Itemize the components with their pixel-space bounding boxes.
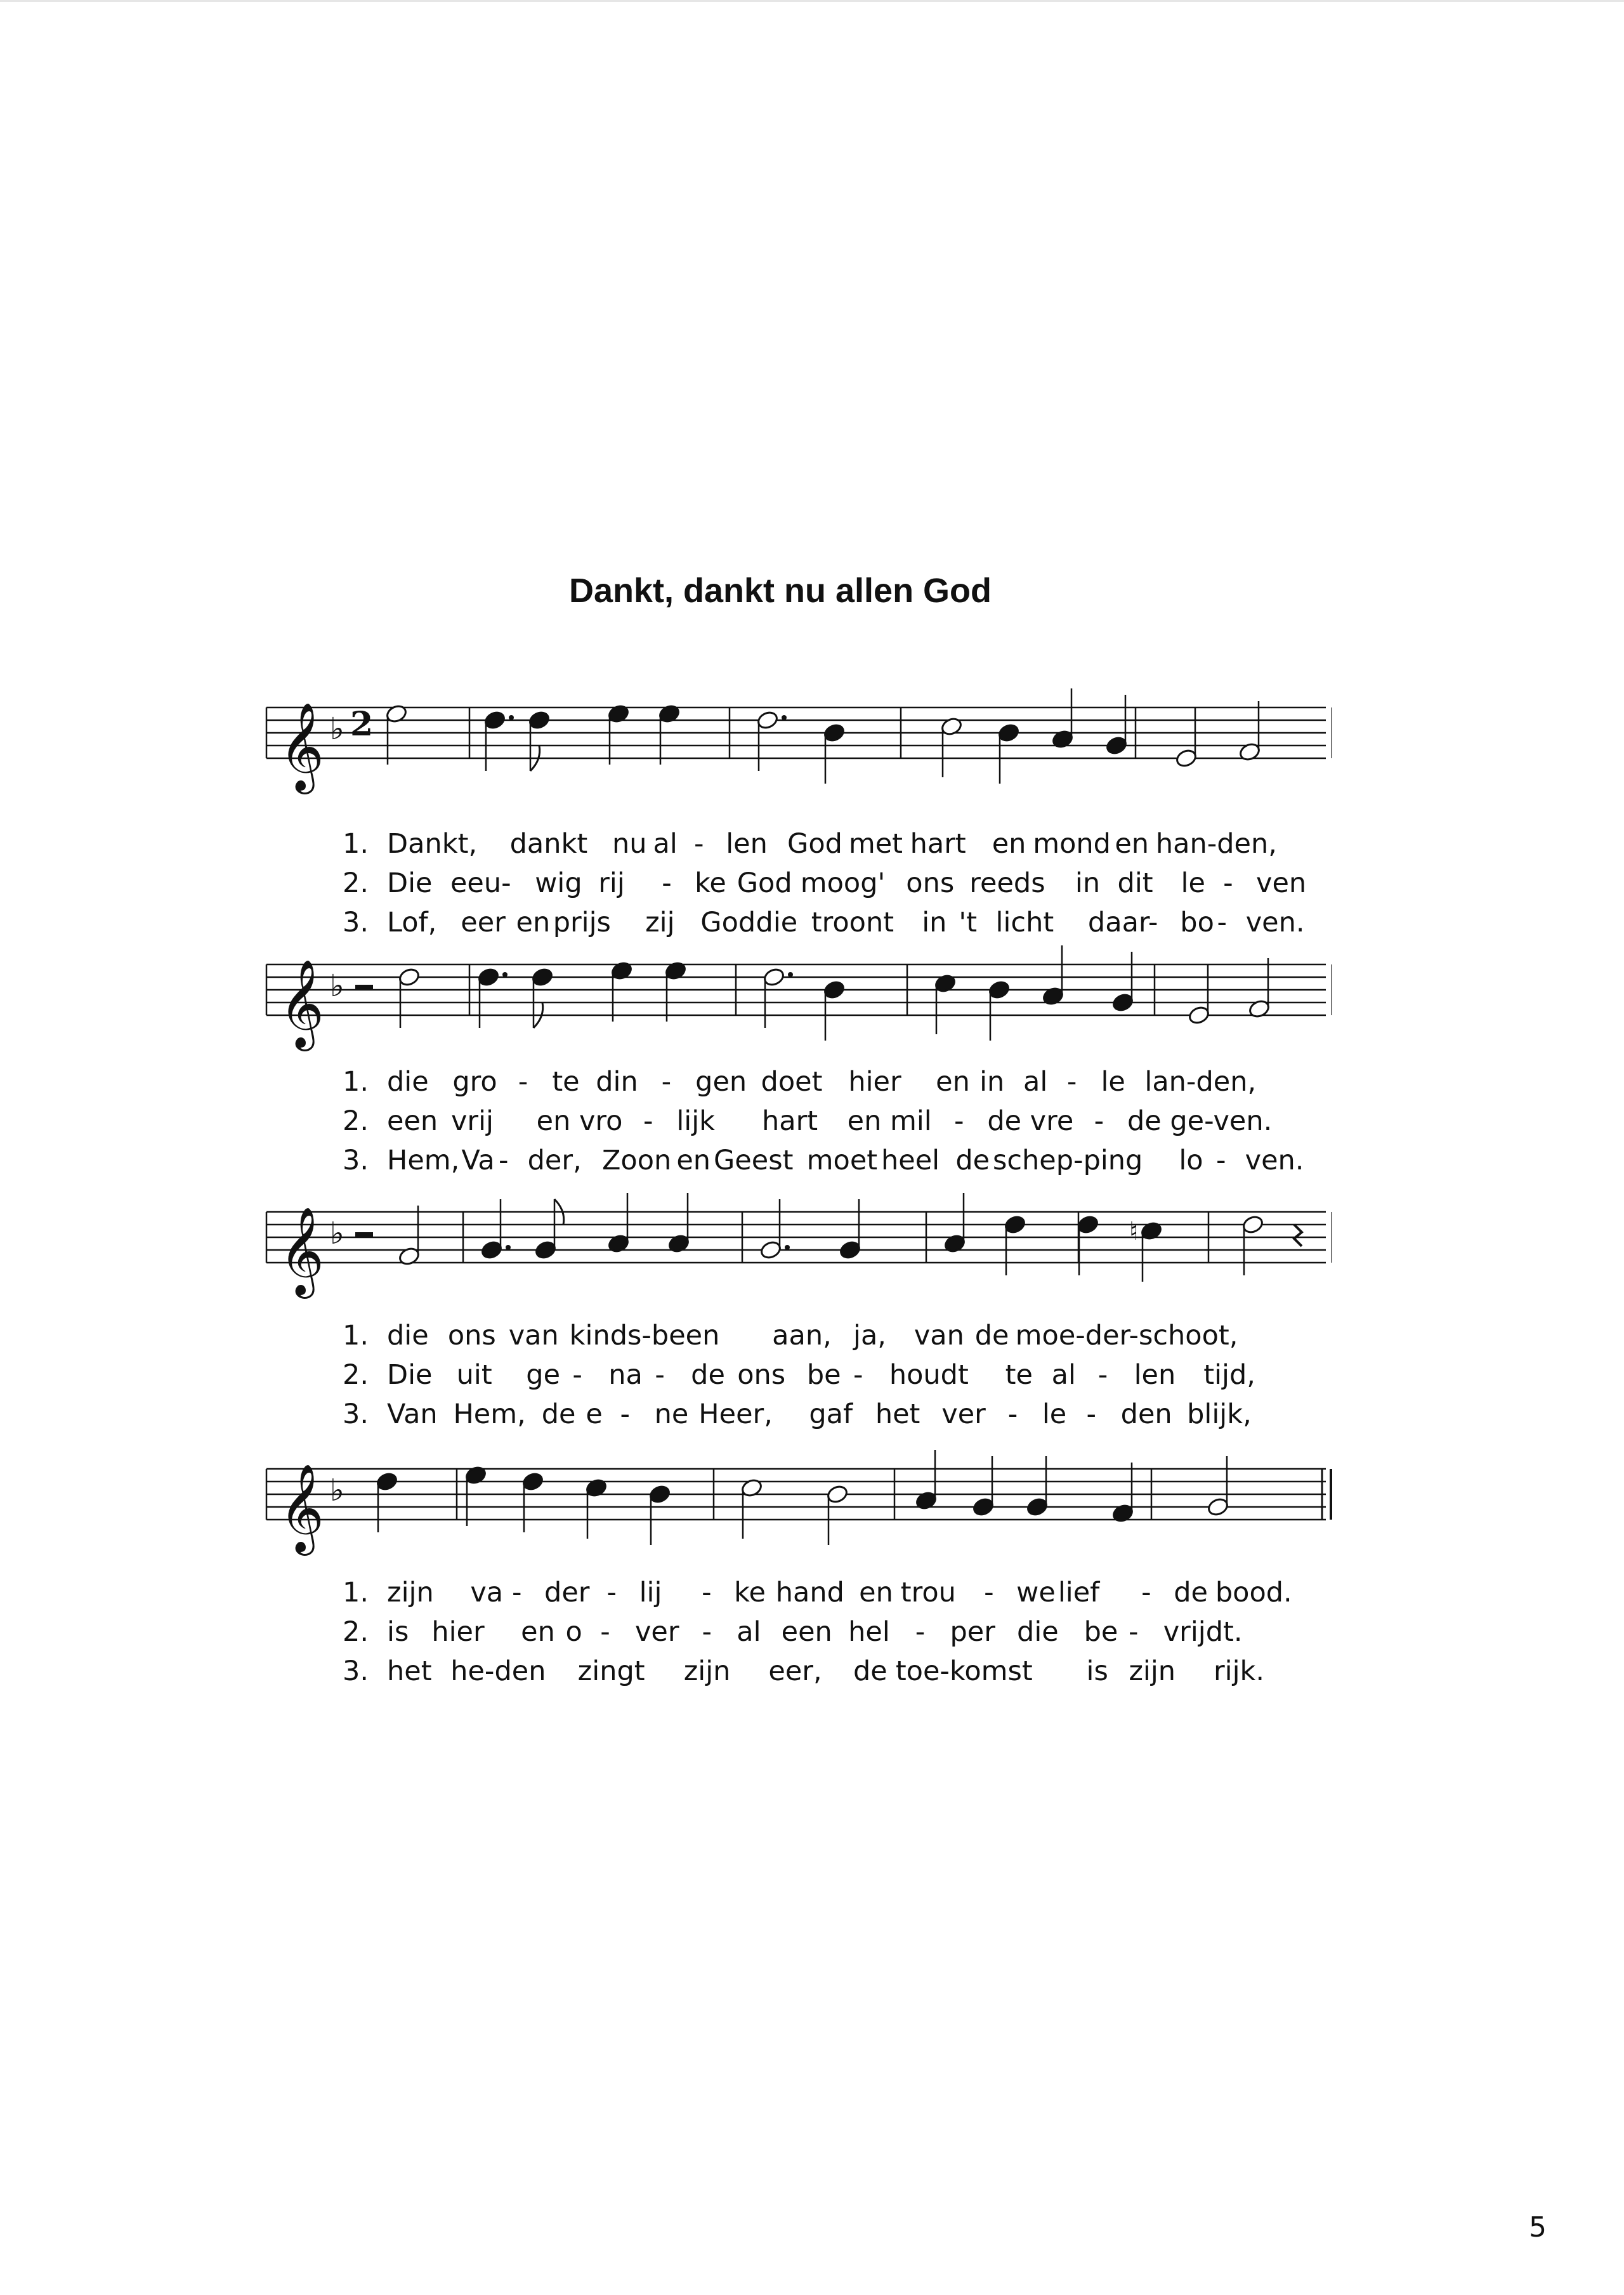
lyric-syllable: dit <box>1117 867 1153 899</box>
lyric-syllable: gen <box>695 1066 747 1098</box>
lyric-syllable: lan-den, <box>1144 1066 1257 1098</box>
lyric-syllable: en <box>936 1066 970 1098</box>
lyric-syllable: eer <box>461 907 506 938</box>
lyric-syllable: met <box>848 828 903 860</box>
verse-number: 3. <box>343 907 369 938</box>
lyric-syllable: tijd, <box>1203 1359 1255 1391</box>
note <box>398 967 421 1028</box>
lyric-syllable: de <box>541 1398 576 1430</box>
note <box>940 716 963 777</box>
lyric-syllable: God <box>700 907 756 938</box>
note <box>972 1456 995 1517</box>
lyric-syllable: ge-ven. <box>1170 1105 1273 1137</box>
lyric-syllable: - <box>1128 1616 1139 1648</box>
lyric-syllable: ons <box>906 867 955 899</box>
lyric-syllable: in <box>979 1066 1005 1098</box>
lyric-syllable: lo <box>1179 1145 1203 1176</box>
lyric-syllable: gro <box>452 1066 497 1098</box>
note-dot <box>788 972 793 977</box>
lyric-line <box>343 1359 1332 1397</box>
rest-icon <box>355 1232 373 1237</box>
note <box>943 1193 966 1254</box>
lyric-syllable: hart <box>761 1105 818 1137</box>
lyric-syllable: 't <box>959 907 978 938</box>
lyric-syllable: hier <box>848 1066 901 1098</box>
rest-icon <box>355 985 373 990</box>
note <box>1004 1214 1026 1275</box>
lyric-syllable: - <box>984 1577 994 1608</box>
lyric-syllable: de <box>987 1105 1022 1137</box>
note <box>610 961 633 1022</box>
lyric-line <box>343 1145 1332 1183</box>
lyric-syllable: - <box>694 828 704 860</box>
lyric-syllable: troont <box>811 907 894 938</box>
lyric-syllable: len <box>1134 1359 1176 1391</box>
note <box>756 710 787 771</box>
note <box>1140 1221 1163 1282</box>
lyric-line <box>343 1105 1332 1143</box>
song-title: Dankt, dankt nu allen God <box>568 572 992 610</box>
lyric-syllable: - <box>511 1577 522 1608</box>
lyric-syllable: e <box>586 1398 603 1430</box>
lyric-syllable: kinds-been <box>569 1320 720 1351</box>
note <box>607 1193 630 1254</box>
note <box>528 710 551 771</box>
music-staff <box>260 1450 1332 1586</box>
lyric-syllable: ver <box>941 1398 986 1430</box>
lyric-syllable: die <box>387 1066 429 1098</box>
lyric-syllable: - <box>572 1359 582 1391</box>
lyric-syllable: bo <box>1180 907 1214 938</box>
lyric-syllable: zijn <box>683 1655 731 1687</box>
lyric-syllable: - <box>499 1145 509 1176</box>
lyric-line <box>343 1655 1332 1693</box>
lyric-syllable: en <box>536 1105 571 1137</box>
note <box>648 1484 671 1545</box>
lyric-syllable: van <box>914 1320 964 1351</box>
treble-clef-icon: 𝄞 <box>279 1464 324 1552</box>
note <box>763 967 793 1028</box>
note <box>658 704 681 765</box>
lyric-syllable: vro <box>579 1105 623 1137</box>
note <box>1188 964 1210 1025</box>
verse-number: 1. <box>343 1577 369 1608</box>
note-dot <box>502 972 508 977</box>
lyric-syllable: Geest <box>713 1145 794 1176</box>
note-dot <box>509 715 514 720</box>
lyric-syllable: de <box>955 1145 990 1176</box>
note <box>1175 707 1198 768</box>
note <box>997 723 1020 784</box>
note <box>988 980 1011 1041</box>
lyric-syllable: schep-ping <box>993 1145 1143 1176</box>
lyric-syllable: per <box>950 1616 995 1648</box>
note <box>823 980 846 1041</box>
lyric-syllable: en <box>847 1105 882 1137</box>
verse-number: 2. <box>343 867 369 899</box>
lyric-syllable: ver <box>634 1616 679 1648</box>
verse-number: 1. <box>343 1066 369 1098</box>
lyric-syllable: - <box>1141 1577 1151 1608</box>
quarter-rest-icon <box>1294 1225 1302 1246</box>
verse-number: 3. <box>343 1655 369 1687</box>
lyric-syllable: ke <box>695 867 726 899</box>
verse-number: 1. <box>343 1320 369 1351</box>
lyric-syllable: en <box>1115 828 1149 860</box>
lyric-syllable: ge <box>526 1359 561 1391</box>
note <box>1042 945 1064 1006</box>
lyric-line <box>343 828 1332 866</box>
lyric-syllable: - <box>1097 1359 1108 1391</box>
lyric-syllable: lijk <box>676 1105 716 1137</box>
note <box>759 1199 790 1260</box>
lyric-syllable: Van <box>387 1398 438 1430</box>
note <box>531 967 554 1028</box>
lyric-syllable: Hem, <box>453 1398 526 1430</box>
lyric-syllable: vrijdt. <box>1163 1616 1243 1648</box>
flat-icon: ♭ <box>330 1216 344 1251</box>
lyric-syllable: - <box>662 867 672 899</box>
lyric-syllable: en <box>676 1145 711 1176</box>
page-number: 5 <box>1529 2211 1547 2244</box>
lyric-syllable: len <box>726 828 768 860</box>
lyric-syllable: rijk. <box>1213 1655 1265 1687</box>
lyric-syllable: is <box>387 1616 409 1648</box>
time-signature: 2 <box>350 705 374 744</box>
lyric-syllable: we <box>1016 1577 1056 1608</box>
lyric-syllable: in <box>1075 867 1101 899</box>
lyric-syllable: zijn <box>1129 1655 1176 1687</box>
note <box>1077 1214 1099 1275</box>
lyric-syllable: ke <box>734 1577 766 1608</box>
scan-edge <box>0 0 1624 2</box>
lyric-syllable: de <box>691 1359 725 1391</box>
lyric-syllable: God <box>737 867 792 899</box>
lyric-syllable: - <box>518 1066 528 1098</box>
lyric-syllable: - <box>1217 907 1227 938</box>
lyric-syllable: die <box>387 1320 429 1351</box>
lyric-syllable: ne <box>654 1398 689 1430</box>
lyric-syllable: na <box>608 1359 643 1391</box>
lyric-syllable: en <box>992 828 1026 860</box>
lyric-syllable: is <box>1086 1655 1108 1687</box>
lyric-syllable: een <box>781 1616 832 1648</box>
lyric-syllable: al <box>1051 1359 1076 1391</box>
lyric-syllable: lief <box>1058 1577 1100 1608</box>
lyric-syllable: he-den <box>450 1655 546 1687</box>
lyric-syllable: zijn <box>387 1577 434 1608</box>
lyric-syllable: hel <box>848 1616 890 1648</box>
note <box>464 1465 487 1526</box>
lyric-syllable: in <box>922 907 947 938</box>
lyric-syllable: nu <box>612 828 647 860</box>
lyric-syllable: van <box>508 1320 559 1351</box>
lyric-syllable: han-den, <box>1155 828 1277 860</box>
lyric-syllable: en <box>521 1616 555 1648</box>
lyric-syllable: te <box>1005 1359 1033 1391</box>
note <box>1241 1214 1264 1275</box>
lyric-syllable: uit <box>456 1359 492 1391</box>
lyric-syllable: - <box>853 1359 863 1391</box>
lyric-syllable: rij <box>598 867 625 899</box>
lyric-syllable: le <box>1042 1398 1067 1430</box>
lyric-syllable: Hem, <box>387 1145 460 1176</box>
lyric-syllable: - <box>620 1398 631 1430</box>
lyric-syllable: - <box>606 1577 617 1608</box>
lyric-syllable: - <box>1216 1145 1226 1176</box>
lyric-syllable: blijk, <box>1187 1398 1252 1430</box>
lyric-syllable: vre <box>1030 1105 1074 1137</box>
note <box>1111 1463 1134 1523</box>
lyric-syllable: Dankt, <box>387 828 478 860</box>
lyric-syllable: mond <box>1033 828 1111 860</box>
note <box>1026 1456 1049 1517</box>
lyric-syllable: eeu- <box>450 867 511 899</box>
flat-icon: ♭ <box>330 711 344 747</box>
lyric-syllable: Va <box>461 1145 495 1176</box>
lyric-syllable: eer, <box>768 1655 822 1687</box>
note <box>477 967 508 1028</box>
lyric-syllable: ons <box>737 1359 786 1391</box>
lyric-syllable: - <box>1007 1398 1018 1430</box>
lyric-syllable: der, <box>527 1145 582 1176</box>
lyric-syllable: - <box>1223 867 1233 899</box>
lyric-syllable: en <box>859 1577 893 1608</box>
natural-icon: ♮ <box>1129 1217 1139 1246</box>
lyric-syllable: Die <box>387 867 433 899</box>
lyric-syllable: be <box>1084 1616 1118 1648</box>
verse-number: 2. <box>343 1105 369 1137</box>
lyric-syllable: - <box>661 1066 672 1098</box>
lyric-syllable: - <box>1094 1105 1104 1137</box>
lyric-syllable: Zoon <box>601 1145 672 1176</box>
lyric-syllable: hart <box>910 828 966 860</box>
lyric-line <box>343 867 1332 905</box>
music-staff <box>260 688 1332 825</box>
note <box>839 1199 861 1260</box>
lyric-syllable: - <box>643 1105 653 1137</box>
lyric-syllable: doet <box>761 1066 823 1098</box>
lyric-syllable: Die <box>387 1359 433 1391</box>
note <box>1105 695 1128 756</box>
lyric-syllable: al <box>653 828 678 860</box>
lyric-syllable: le <box>1181 867 1205 899</box>
note <box>534 1199 564 1260</box>
lyric-syllable: bood. <box>1215 1577 1292 1608</box>
lyric-syllable: lij <box>639 1577 662 1608</box>
lyric-syllable: - <box>702 1577 712 1608</box>
note <box>915 1450 938 1511</box>
lyric-syllable: - <box>1066 1066 1077 1098</box>
final-bar-line <box>1330 1469 1332 1520</box>
lyric-syllable: Heer, <box>698 1398 773 1430</box>
lyric-syllable: God <box>787 828 842 860</box>
lyric-syllable: gaf <box>809 1398 853 1430</box>
lyric-syllable: toe-komst <box>895 1655 1033 1687</box>
lyric-line <box>343 1066 1332 1104</box>
verse-number: 3. <box>343 1398 369 1430</box>
treble-clef-icon: 𝄞 <box>279 1207 324 1295</box>
music-staff <box>260 945 1332 1082</box>
music-system-4 <box>260 1450 1332 1805</box>
lyric-syllable: vrij <box>450 1105 494 1137</box>
note <box>607 704 630 765</box>
verse-number: 2. <box>343 1359 369 1391</box>
lyric-syllable: de <box>1174 1577 1208 1608</box>
note <box>667 1193 690 1254</box>
note <box>521 1471 544 1532</box>
lyric-syllable: aan, <box>772 1320 832 1351</box>
lyric-syllable: ven. <box>1245 907 1305 938</box>
lyric-syllable: wig <box>535 867 582 899</box>
note <box>376 1471 398 1532</box>
lyric-syllable: dankt <box>509 828 588 860</box>
lyric-syllable: al <box>737 1616 761 1648</box>
lyric-syllable: die <box>756 907 798 938</box>
note <box>385 704 408 765</box>
lyric-syllable: va <box>470 1577 504 1608</box>
note <box>664 961 687 1022</box>
lyric-syllable: reeds <box>969 867 1045 899</box>
lyric-syllable: - <box>702 1616 712 1648</box>
note <box>398 1206 421 1266</box>
lyric-syllable: en <box>516 907 551 938</box>
lyric-syllable: ven <box>1256 867 1307 899</box>
lyric-syllable: - <box>655 1359 665 1391</box>
lyric-syllable: ons <box>447 1320 496 1351</box>
music-staff <box>260 1193 1332 1329</box>
lyric-syllable: moe-der-schoot, <box>1015 1320 1238 1351</box>
note <box>1238 701 1261 762</box>
note <box>480 1199 511 1260</box>
lyric-line <box>343 907 1332 945</box>
lyric-syllable: houdt <box>889 1359 969 1391</box>
lyric-syllable: ven. <box>1245 1145 1304 1176</box>
lyric-syllable: al <box>1023 1066 1048 1098</box>
lyric-syllable: be <box>806 1359 841 1391</box>
note <box>483 710 514 771</box>
treble-clef-icon: 𝄞 <box>279 702 324 791</box>
lyric-syllable: een <box>387 1105 438 1137</box>
lyric-syllable: - <box>953 1105 964 1137</box>
lyric-syllable: licht <box>995 907 1054 938</box>
note <box>826 1484 849 1545</box>
lyric-syllable: prijs <box>553 907 611 938</box>
lyric-syllable: o <box>565 1616 582 1648</box>
verse-number: 2. <box>343 1616 369 1648</box>
lyric-syllable: het <box>387 1655 432 1687</box>
lyric-syllable: te <box>552 1066 580 1098</box>
note <box>1248 958 1271 1019</box>
note-dot <box>506 1245 511 1250</box>
lyric-syllable: din <box>596 1066 638 1098</box>
lyric-syllable: moet <box>806 1145 878 1176</box>
lyric-line <box>343 1616 1332 1654</box>
lyric-syllable: mil <box>889 1105 932 1137</box>
lyric-syllable: hier <box>431 1616 485 1648</box>
lyric-syllable: der <box>544 1577 590 1608</box>
flat-icon: ♭ <box>330 1473 344 1508</box>
lyric-line <box>343 1398 1332 1437</box>
note <box>823 723 846 784</box>
lyric-line <box>343 1320 1332 1358</box>
lyric-syllable: zingt <box>577 1655 645 1687</box>
lyric-syllable: het <box>875 1398 920 1430</box>
lyric-syllable: le <box>1101 1066 1125 1098</box>
lyric-syllable: de <box>1127 1105 1162 1137</box>
verse-number: 3. <box>343 1145 369 1176</box>
note <box>740 1478 763 1539</box>
note-dot <box>785 1245 790 1250</box>
note <box>1111 952 1134 1013</box>
lyric-syllable: - <box>600 1616 610 1648</box>
lyrics-block <box>343 1577 1332 1767</box>
lyric-syllable: de <box>974 1320 1009 1351</box>
note-dot <box>782 715 787 720</box>
verse-number: 1. <box>343 828 369 860</box>
treble-clef-icon: 𝄞 <box>279 959 324 1048</box>
lyric-syllable: de <box>853 1655 887 1687</box>
lyric-syllable: hand <box>775 1577 844 1608</box>
lyric-syllable: zij <box>645 907 675 938</box>
lyric-syllable: die <box>1017 1616 1059 1648</box>
note <box>934 973 957 1034</box>
lyric-syllable: heel <box>881 1145 940 1176</box>
lyric-syllable: daar- <box>1087 907 1158 938</box>
lyric-syllable: Lof, <box>387 907 437 938</box>
lyric-syllable: moog' <box>800 867 886 899</box>
lyric-syllable: den <box>1120 1398 1172 1430</box>
note <box>1051 688 1074 749</box>
note <box>585 1478 608 1539</box>
note <box>1207 1456 1229 1517</box>
lyric-syllable: trou <box>900 1577 956 1608</box>
lyric-syllable: - <box>1086 1398 1097 1430</box>
lyric-syllable: ja, <box>853 1320 886 1351</box>
flat-icon: ♭ <box>330 968 344 1004</box>
lyric-line <box>343 1577 1332 1615</box>
lyric-syllable: - <box>915 1616 926 1648</box>
